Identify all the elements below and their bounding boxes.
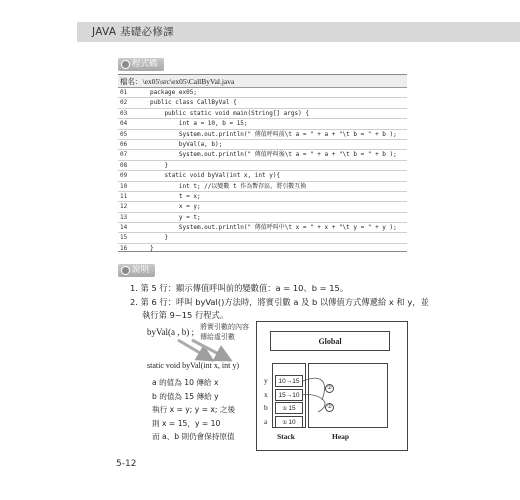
parameter-description-line: 執行 x = y; y = x; 之後 [152, 405, 236, 414]
explanation-item-1: 1. 第 5 行：顯示傳值呼叫前的變數值：a = 10、b = 15。 [130, 283, 349, 293]
pencil-icon [121, 266, 130, 275]
code-line [118, 130, 407, 140]
code-text: byVal(a, b); [150, 140, 223, 148]
line-number: 09 [120, 172, 128, 180]
code-text: System.out.println(" 傳值呼叫前\t a = " + a + "\t b = " + b ); [150, 130, 397, 138]
code-text: public static void main(String[] args) { [150, 109, 309, 117]
parameter-description-line: 而 a、b 則仍會保持原值 [152, 432, 235, 441]
code-text: x = y; [150, 203, 201, 211]
line-number: 03 [120, 109, 128, 117]
explanation-badge-label: 說明 [132, 265, 150, 275]
line-number: 05 [120, 130, 128, 138]
step-2-mark: ② [325, 384, 334, 393]
step-1-mark: ① [282, 419, 288, 426]
line-number: 15 [120, 234, 128, 242]
cell-value: 15 [288, 405, 296, 412]
line-number: 11 [120, 192, 128, 200]
parameter-description-line: a 的值為 10 傳給 x [152, 378, 219, 387]
cell-value: 10→15 [278, 378, 300, 385]
stack-cell [275, 416, 303, 428]
explanation-badge [118, 264, 155, 277]
stack-cell [275, 375, 303, 387]
line-number: 08 [120, 161, 128, 169]
line-number: 04 [120, 120, 128, 128]
code-text: package ex05; [150, 89, 197, 96]
step-1-mark: ① [282, 406, 288, 412]
code-line [118, 119, 407, 129]
code-line [118, 233, 407, 243]
code-line [118, 161, 407, 171]
stack-cell [275, 389, 303, 401]
variable-label: x [264, 389, 268, 399]
stack-cell [275, 402, 303, 414]
global-area: Global [270, 331, 390, 351]
code-text: System.out.println(" 傳值呼叫中\t x = " + x + "\t y = " + y ); [150, 224, 397, 232]
code-text: System.out.println(" 傳值呼叫後\t a = " + a + "\t b = " + b ); [150, 151, 397, 159]
variable-label: b [264, 403, 268, 412]
code-text: } [150, 161, 169, 169]
code-lines [118, 88, 407, 254]
code-text: int a = 10, b = 15; [150, 120, 248, 128]
explanation-item-2-line-2: 執行第 9~15 行程式。 [142, 310, 229, 320]
code-text: t = x; [150, 192, 201, 200]
method-signature: static void byVal(int x, int y) [147, 361, 239, 370]
variable-label: y [264, 376, 268, 385]
line-number: 06 [120, 140, 128, 148]
line-number: 14 [120, 224, 128, 232]
program-badge [118, 58, 164, 71]
line-number: 16 [120, 244, 128, 252]
call-expression: byVal(a , b) ; [147, 327, 194, 337]
value-copy-arrows [178, 340, 230, 360]
cell-value: 15→10 [278, 391, 300, 399]
note-line-1: 將實引數的內容 [200, 323, 249, 331]
code-file-label: 檔名：\ex05\src\ex05\CallByVal.java [118, 75, 407, 88]
pencil-icon [121, 60, 130, 69]
code-line [118, 109, 407, 119]
chapter-header-title: JAVA 基礎必修課 [92, 26, 174, 38]
heap-label: Heap [332, 432, 350, 441]
line-number: 13 [120, 213, 128, 221]
code-line [118, 223, 407, 233]
code-line [118, 213, 407, 223]
code-line [118, 202, 407, 212]
code-line [118, 88, 407, 98]
code-text: int t; //以變數 t 作為暫存區，將引數互換 [150, 182, 307, 190]
line-number: 01 [120, 89, 128, 96]
page-number: 5-12 [116, 459, 137, 469]
line-number: 02 [120, 99, 128, 107]
parameter-description-line: b 的值為 15 傳給 y [152, 391, 219, 401]
code-text: } [150, 234, 169, 242]
code-line [118, 171, 407, 181]
cell-value: 10 [288, 418, 296, 426]
code-line [118, 192, 407, 202]
line-number: 12 [120, 203, 128, 211]
code-text: y = t; [150, 213, 201, 221]
code-line [118, 98, 407, 108]
code-line [118, 244, 407, 254]
parameter-description-line: 則 x = 15，y = 10 [152, 418, 221, 428]
code-text: } [150, 244, 154, 252]
note-line-2: 傳給虛引數 [200, 333, 235, 341]
code-line [118, 150, 407, 160]
line-number: 07 [120, 151, 128, 159]
variable-label: a [264, 416, 268, 426]
code-line [118, 140, 407, 150]
program-badge-label: 程式碼 [132, 59, 158, 69]
code-text: static void byVal(int x, int y){ [150, 172, 281, 180]
line-number: 10 [120, 182, 128, 190]
heap-area [308, 363, 388, 428]
code-listing [118, 74, 407, 252]
stack-label: Stack [277, 432, 295, 441]
code-text: public class CallByVal { [150, 99, 237, 107]
explanation-item-2-line-1: 2. 第 6 行：呼叫 byVal()方法時，將實引數 a 及 b 以傳值方式傳遞給 x 和 y，並 [130, 297, 429, 307]
step-2-mark: ② [325, 403, 334, 412]
code-line [118, 182, 407, 192]
